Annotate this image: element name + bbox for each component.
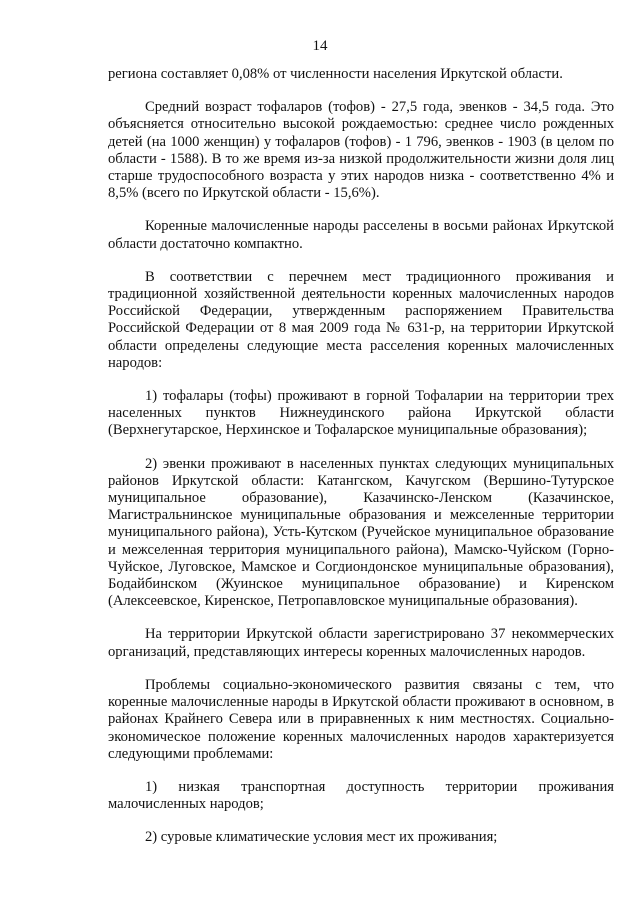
paragraph-tofalars: 1) тофалары (тофы) проживают в горной Тофаларии на территории трех населенных пунктов Нижнеудинского района Иркутской области (Верхнегутарское, Нерхинское и Тофаларское муниципальные образования); <box>108 388 614 439</box>
paragraph-settlement-areas: Коренные малочисленные народы расселены в восьми районах Иркутской области достаточно компактно. <box>108 218 614 252</box>
paragraph-problem-2: 2) суровые климатические условия мест их проживания; <box>145 829 498 846</box>
paragraph-places-list-intro: В соответствии с перечнем мест традиционного проживания и традиционной хозяйственной деятельности коренных малочисленных народов Российской Федерации, утвержденным распоряжением Правительства Российской Федерации от 8 мая 2009 года № 631-р, на территории Иркутской области определены следующие места расселения коренных малочисленных народов: <box>108 268 614 371</box>
paragraph-problems-intro: Проблемы социально-экономического развития связаны с тем, что коренные малочисленные народы в Иркутской области проживают в основном, в районах Крайнего Севера или в приравненных к ним местностях. Социально-экономическое положение коренных малочисленных народов характеризуется следующими проблемами: <box>108 676 614 762</box>
paragraph-average-age: Средний возраст тофаларов (тофов) - 27,5 года, эвенков - 34,5 года. Это объясняется относительно высокой рождаемостью: среднее число рожденных детей (на 1000 женщин) у тофаларов (тофов) - 1 796, эвенков - 1903 (в целом по области - 1588). В то же время из-за низкой продолжительности жизни доля лиц старше трудоспособного возраста у этих народов низка - соответственно 4% и 8,5% (всего по Иркутской области - 15,6%). <box>108 99 614 202</box>
page-number: 14 <box>312 38 328 54</box>
document-body <box>108 66 614 863</box>
paragraph-problem-1: 1) низкая транспортная доступность территории проживания малочисленных народов; <box>108 778 614 813</box>
paragraph-evenks: 2) эвенки проживают в населенных пунктах следующих муниципальных районов Иркутской области: Катангском, Качугском (Вершино-Тутурское муниципальное образование), Казачинско-Ленском (Казачинское, Магистральнинское муниципальные образования и межселенные территории муниципального района), Усть-Кутском (Ручейское муниципальное образование и межселенная территория муниципального района), Мамско-Чуйском (Горно-Чуйское, Луговское, Мамское и Согдиондонское муниципальные образования), Бодайбинском (Жуинское муниципальное образование) и Киренском (Алексеевское, Киренское, Петропавловское муниципальные образования). <box>108 455 614 610</box>
paragraph-organizations: На территории Иркутской области зарегистрировано 37 некоммерческих организаций, представляющих интересы коренных малочисленных народов. <box>108 626 614 660</box>
paragraph-continuation: региона составляет 0,08% от численности населения Иркутской области. <box>108 66 563 82</box>
